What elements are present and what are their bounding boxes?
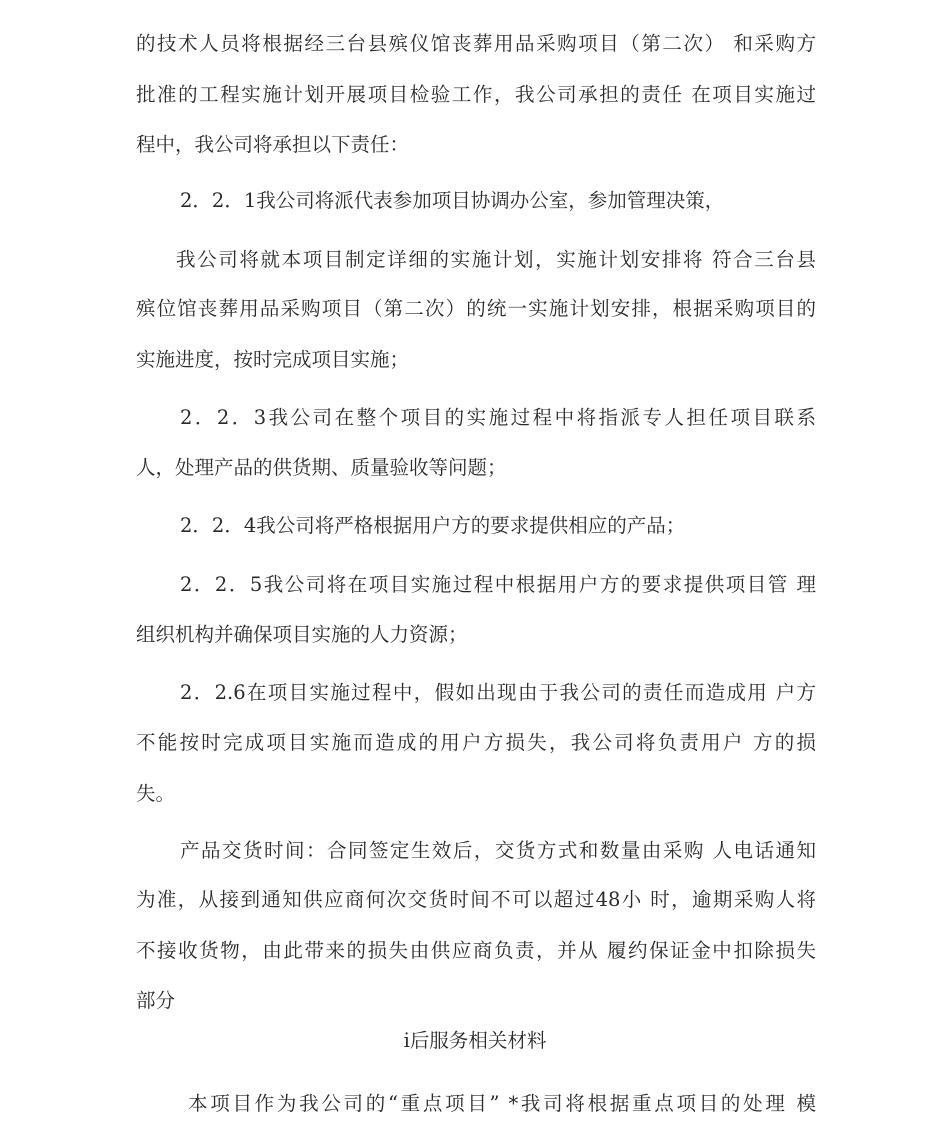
text-line: 组织机构并确保项目实施的人力资源； [136,623,468,646]
text-line: 部分 [136,989,176,1012]
text-line: 殡位馆丧葬用品采购项目（第二次）的统一实施计划安排，根据采购项目的 [136,297,816,320]
text-line: 的技术人员将根据经三台县殡仪馆丧葬用品采购项目（第二次） 和采购方 [136,32,816,55]
clause-2-2-1: 2．2．1我公司将派代表参加项目协调办公室，参加管理决策， [180,189,725,212]
clause-2-2-3: 2．2．3我公司在整个项目的实施过程中将指派专人担任项目联系 [180,406,816,429]
text-line: 人，处理产品的供货期、质量验收等问题； [136,456,507,479]
text-line: 不能按时完成项目实施而造成的用户方损失，我公司将负责用户 方的损 [136,731,816,754]
section-heading: i后服务相关材料 [403,1029,547,1052]
clause-2-2-5: 2．2．5我公司将在项目实施过程中根据用户方的要求提供项目管 理 [180,573,816,596]
text-line: 不接收货物，由此带来的损失由供应商负责，并从 履约保证金中扣除损失 [136,939,816,962]
delivery-time-paragraph: 产品交货时间：合同签定生效后，交货方式和数量由采购 人电话通知 [180,839,816,862]
text-line: 失。 [136,782,176,805]
clause-2-2-6: 2．2.6在项目实施过程中，假如出现由于我公司的责任而造成用 户方 [180,681,816,704]
text-line: 本项目作为我公司的“重点项目” *我司将根据重点项目的处理 模 [188,1092,816,1115]
text-line: 批准的工程实施计划开展项目检验工作，我公司承担的责任 在项目实施过 [136,83,816,106]
text-line: 实施进度，按时完成项目实施； [136,348,410,371]
text-line: 程中，我公司将承担以下责任： [136,133,410,156]
text-line: 我公司将就本项目制定详细的实施计划，实施计划安排将 符合三台县 [176,248,816,271]
text-line: 为准，从接到通知供应商何次交货时间不可以超过48小 时，逾期采购人将 [136,888,816,911]
clause-2-2-4: 2．2．4我公司将严格根据用户方的要求提供相应的产品； [180,514,686,537]
